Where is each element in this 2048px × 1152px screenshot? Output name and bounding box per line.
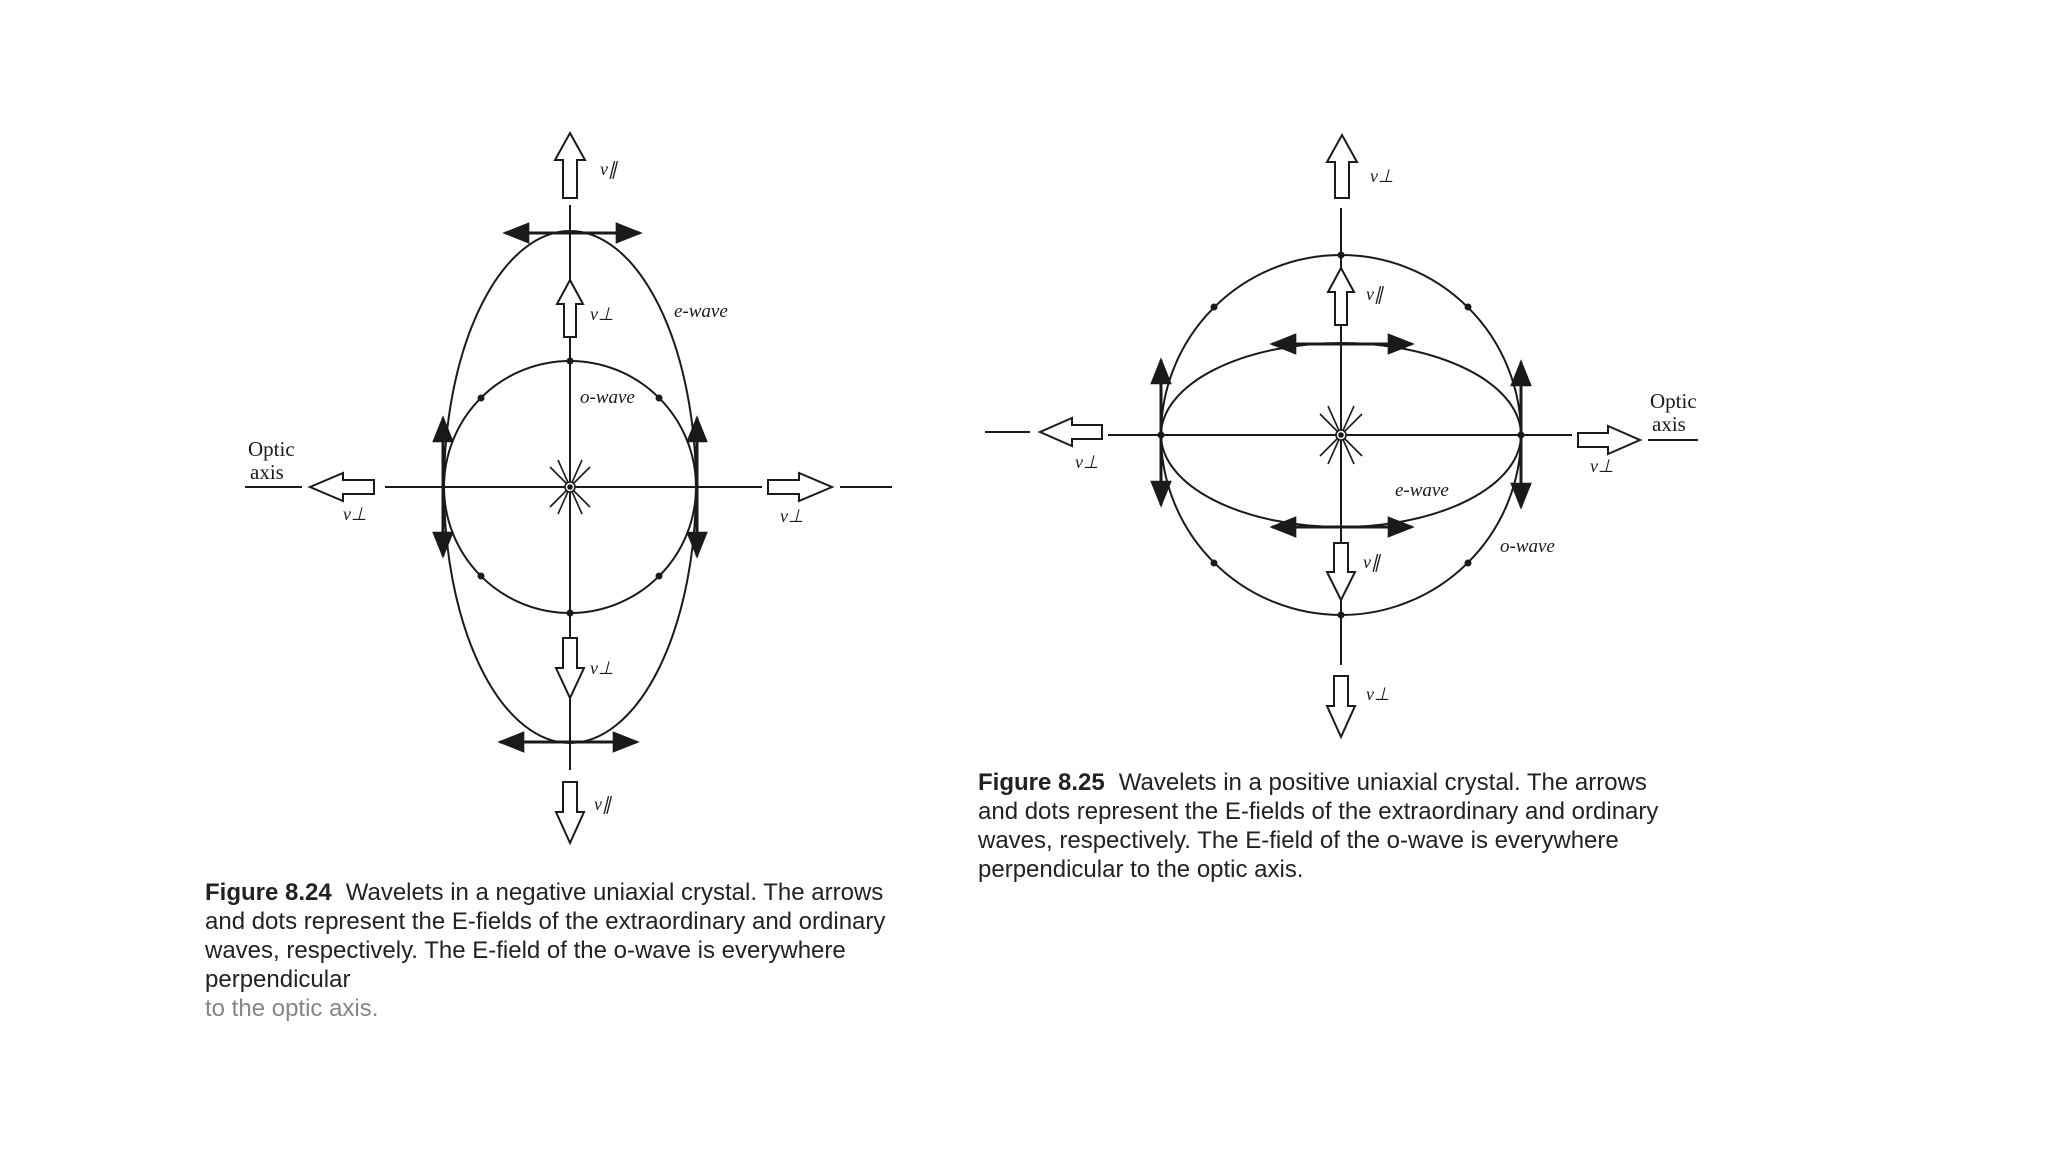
figure-8-24-caption (205, 878, 925, 1022)
velocity-arrow-up-inner (1328, 268, 1354, 325)
v-perp-label-top: v⊥ (1370, 166, 1394, 186)
point-source-star (541, 458, 599, 516)
o-wave-label: o-wave (580, 387, 635, 408)
optic-axis-label-line1: Optic (248, 437, 295, 461)
velocity-arrow-right (1578, 426, 1640, 454)
optic-axis-label-line1: Optic (1650, 389, 1697, 413)
v-perp-label-left: v⊥ (343, 504, 367, 524)
figure-8-25-caption (978, 768, 1678, 884)
velocity-arrow-down-inner (556, 638, 584, 698)
caption-cutoff-text: to the optic axis. (205, 995, 379, 1022)
v-parallel-label-inner-bottom: v∥ (1363, 552, 1380, 572)
o-wave-label: o-wave (1500, 536, 1555, 557)
velocity-arrow-left (310, 473, 374, 501)
v-perp-label-inner-bottom: v⊥ (590, 658, 614, 678)
v-parallel-label-inner-top: v∥ (1366, 284, 1383, 304)
velocity-arrow-up-outer (555, 133, 585, 198)
figure-8-24-diagram (245, 133, 892, 843)
figure-number: Figure 8.25 (978, 769, 1105, 796)
figure-8-25-diagram (985, 135, 1698, 737)
velocity-arrow-up-outer (1327, 135, 1357, 198)
v-perp-label-right: v⊥ (1590, 456, 1614, 476)
velocity-arrow-right (768, 473, 832, 501)
v-perp-label-bottom: v⊥ (1366, 684, 1390, 704)
v-perp-label-inner-top: v⊥ (590, 304, 614, 324)
velocity-arrow-down-inner (1327, 543, 1355, 600)
caption-text: Wavelets in a positive uniaxial crystal. The arrows and dots represent the E-fields of the extraordinary and ordinary waves, respectively. The E-field of the o-wave is everywhere perpendicular to the optic axis. (978, 769, 1659, 883)
e-wave-label: e-wave (674, 301, 728, 322)
point-source-star (1310, 404, 1372, 466)
velocity-arrow-up-inner (557, 280, 583, 337)
velocity-arrow-left (1040, 418, 1102, 446)
caption-text: Wavelets in a negative uniaxial crystal. The arrows and dots represent the E-fields of the extraordinary and ordinary waves, respectively. The E-field of the o-wave is everywhere perpendicular (205, 879, 886, 993)
optic-axis-label-line2: axis (1652, 412, 1686, 436)
velocity-arrow-down-outer (556, 782, 584, 843)
v-parallel-label-top: v∥ (600, 159, 617, 179)
optic-axis-label-line2: axis (250, 460, 284, 484)
v-perp-label-right: v⊥ (780, 506, 804, 526)
e-wave-label: e-wave (1395, 480, 1449, 501)
figure-number: Figure 8.24 (205, 879, 332, 906)
v-perp-label-left: v⊥ (1075, 452, 1099, 472)
velocity-arrow-down-outer (1327, 676, 1355, 737)
v-parallel-label-bottom: v∥ (594, 794, 611, 814)
